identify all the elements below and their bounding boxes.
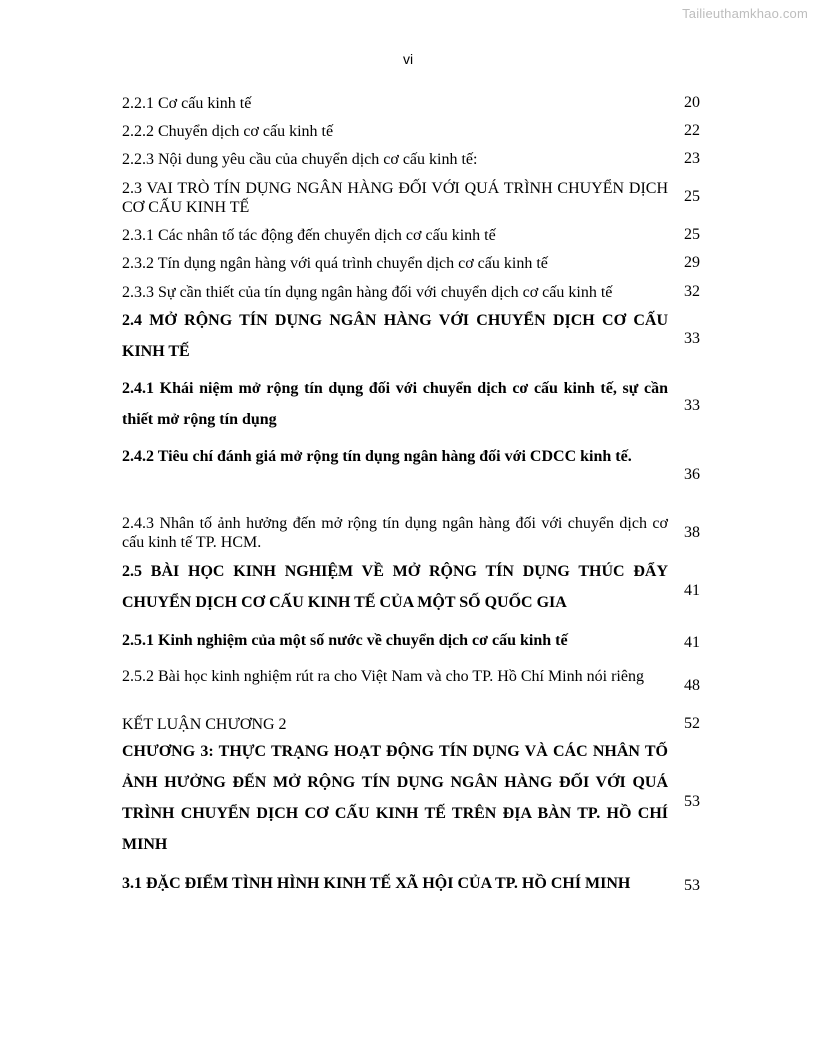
toc-entry-title: 2.3.2 Tín dụng ngân hàng với quá trình chuyển dịch cơ cấu kinh tế — [122, 255, 548, 272]
toc-entry-2-5[interactable] — [122, 556, 700, 620]
toc-entry-2-4-1[interactable] — [122, 373, 700, 437]
toc-entry-page: 20 — [684, 94, 700, 111]
toc-entry-title: 2.3 VAI TRÒ TÍN DỤNG NGÂN HÀNG ĐỐI VỚI QUÁ TRÌNH CHUYỂN DỊCH CƠ CẤU KINH TẾ — [122, 180, 668, 216]
toc-entry-page: 25 — [684, 226, 700, 243]
toc-entry-ket-luan-chuong-2[interactable] — [122, 715, 700, 735]
toc-entry-title: 2.5 BÀI HỌC KINH NGHIỆM VỀ MỞ RỘNG TÍN DỤNG THÚC ĐẨY CHUYỂN DỊCH CƠ CẤU KINH TẾ CỦA MỘT SỐ QUỐC GIA — [122, 563, 668, 611]
toc-entry-title: 2.4.1 Khái niệm mở rộng tín dụng đối với chuyển dịch cơ cấu kinh tế, sự cần thiết mở rộng tín dụng — [122, 380, 668, 428]
watermark: Tailieuthamkhao.com — [682, 6, 808, 21]
toc-entry-title: 2.3.1 Các nhân tố tác động đến chuyển dịch cơ cấu kinh tế — [122, 227, 496, 244]
toc-entry-2-5-2[interactable] — [122, 667, 700, 707]
toc-entry-3-1[interactable] — [122, 868, 700, 900]
toc-entry-title: 3.1 ĐẶC ĐIỂM TÌNH HÌNH KINH TẾ XÃ HỘI CỦA TP. HỒ CHÍ MINH — [122, 875, 631, 892]
toc-entry-title: CHƯƠNG 3: THỰC TRẠNG HOẠT ĐỘNG TÍN DỤNG VÀ CÁC NHÂN TỐ ẢNH HƯỞNG ĐẾN MỞ RỘNG TÍN DỤNG NGÂN HÀNG ĐỐI VỚI QUÁ TRÌNH CHUYỂN DỊCH CƠ CẤU KINH TẾ TRÊN ĐỊA BÀN TP. HỒ CHÍ MINH — [122, 743, 668, 853]
toc-entry-title: 2.5.1 Kinh nghiệm của một số nước về chuyển dịch cơ cấu kinh tế — [122, 632, 568, 649]
toc-entry-2-2-2[interactable] — [122, 122, 700, 142]
toc-entry-page: 32 — [684, 283, 700, 300]
toc-entry-page: 41 — [684, 582, 700, 599]
toc-entry-2-4-3[interactable] — [122, 514, 700, 554]
toc-entry-title: 2.5.2 Bài học kinh nghiệm rút ra cho Việt Nam và cho TP. Hồ Chí Minh nói riêng — [122, 668, 644, 685]
toc-entry-page: 23 — [684, 150, 700, 167]
toc-entry-2-3-2[interactable] — [122, 254, 700, 274]
toc-entry-2-3-3[interactable] — [122, 283, 700, 303]
toc-entry-title: 2.2.1 Cơ cấu kinh tế — [122, 95, 252, 112]
toc-entry-page: 41 — [684, 634, 700, 651]
toc-entry-title: 2.2.2 Chuyển dịch cơ cấu kinh tế — [122, 123, 334, 140]
toc-entry-page: 22 — [684, 122, 700, 139]
toc-entry-page: 36 — [684, 466, 700, 483]
toc-entry-page: 29 — [684, 254, 700, 271]
toc-entry-title: 2.3.3 Sự cần thiết của tín dụng ngân hàng đối với chuyển dịch cơ cấu kinh tế — [122, 284, 613, 301]
toc-entry-page: 53 — [684, 793, 700, 810]
toc-entry-chuong-3[interactable] — [122, 736, 700, 860]
toc-entry-page: 25 — [684, 188, 700, 205]
toc-entry-2-4[interactable] — [122, 305, 700, 369]
toc-entry-page: 33 — [684, 397, 700, 414]
toc-entry-2-2-1[interactable] — [122, 94, 700, 114]
toc-entry-2-3-1[interactable] — [122, 226, 700, 246]
toc-entry-2-3[interactable] — [122, 179, 700, 219]
toc-entry-title: KẾT LUẬN CHƯƠNG 2 — [122, 716, 287, 733]
toc-entry-2-2-3[interactable] — [122, 150, 700, 170]
toc-entry-title: 2.4.2 Tiêu chí đánh giá mở rộng tín dụng ngân hàng đối với CDCC kinh tế. — [122, 448, 632, 465]
toc-entry-page: 48 — [684, 677, 700, 694]
toc-entry-2-4-2[interactable] — [122, 441, 700, 505]
toc-entry-page: 38 — [684, 524, 700, 541]
toc-entry-2-5-1[interactable] — [122, 625, 700, 657]
toc-entry-title: 2.4 MỞ RỘNG TÍN DỤNG NGÂN HÀNG VỚI CHUYỂN DỊCH CƠ CẤU KINH TẾ — [122, 312, 668, 360]
toc-entry-title: 2.2.3 Nội dung yêu cầu của chuyển dịch cơ cấu kinh tế: — [122, 151, 478, 168]
toc-entry-title: 2.4.3 Nhân tố ảnh hưởng đến mở rộng tín dụng ngân hàng đối với chuyển dịch cơ cấu kinh tế TP. HCM. — [122, 515, 668, 551]
page-number: vi — [402, 51, 414, 67]
toc-entry-page: 33 — [684, 330, 700, 347]
toc-entry-page: 52 — [684, 715, 700, 732]
toc-entry-page: 53 — [684, 877, 700, 894]
